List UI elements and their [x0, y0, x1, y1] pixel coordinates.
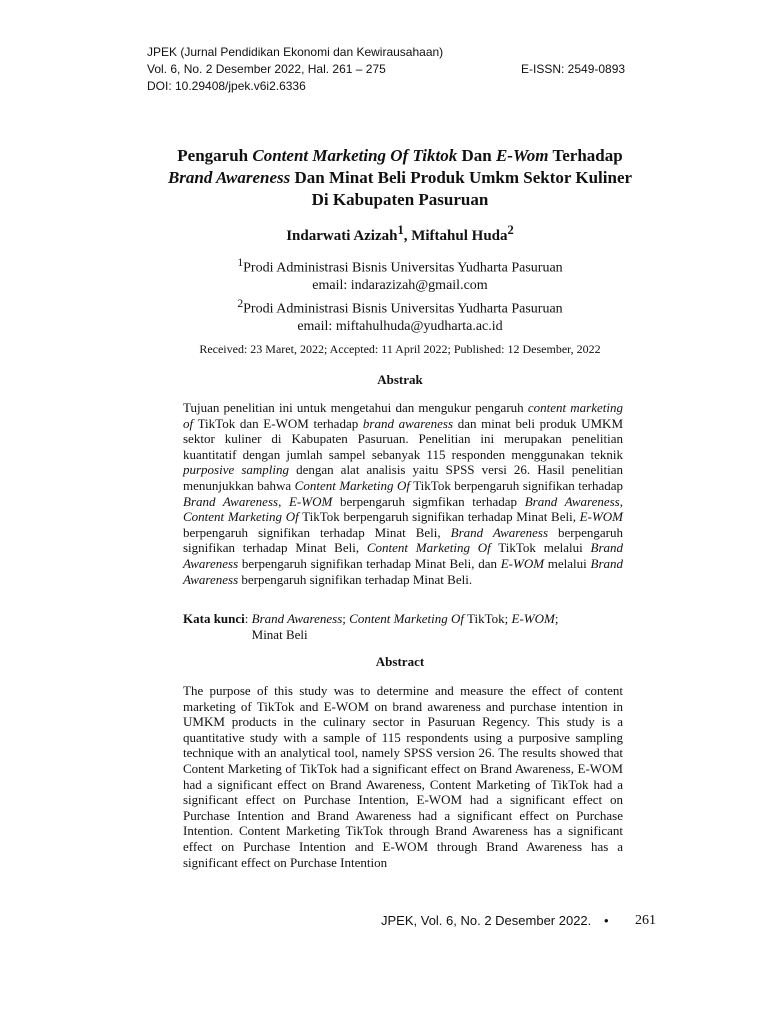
- author-name: Indarwati Azizah: [286, 228, 398, 244]
- abstrak-span: ,: [278, 493, 289, 509]
- journal-name: JPEK (Jurnal Pendidikan Ekonomi dan Kewirausahaan): [147, 45, 444, 59]
- abstrak-span: TikTok melalui: [490, 540, 591, 556]
- title-part: Dan Minat Beli Produk Umkm Sektor Kuliner: [290, 168, 633, 187]
- abstrak-span: content marketing of: [183, 400, 623, 431]
- keyword: Content Marketing Of: [349, 611, 464, 626]
- abstrak-span: Brand Awareness: [183, 493, 279, 509]
- affil-text: Prodi Administrasi Bisnis Universitas Yudharta Pasuruan: [243, 260, 563, 276]
- volume-line: [147, 61, 627, 78]
- keywords-row: [183, 611, 623, 643]
- affil-text: Prodi Administrasi Bisnis Universitas Yudharta Pasuruan: [243, 301, 563, 317]
- issn: E-ISSN: 2549-0893: [521, 62, 626, 76]
- abstrak-span: E-WOM: [500, 555, 545, 571]
- title-part: E-Wom: [495, 146, 549, 165]
- author-affil-mark: 1: [397, 223, 404, 237]
- abstrak-span: berpengaruh signifikan terhadap Minat Beli,: [183, 524, 623, 556]
- abstrak-span: Brand Awareness: [524, 493, 620, 509]
- author-name: Miftahul Huda: [411, 228, 508, 244]
- affiliation-1: [100, 254, 700, 277]
- abstrak-span: TikTok dan E-WOM terhadap: [193, 415, 363, 431]
- keywords-label: Kata kunci: [183, 611, 245, 626]
- abstrak-span: Brand Awareness: [183, 555, 623, 587]
- abstrak-span: berpengaruh signifikan terhadap Minat Beli.: [238, 571, 473, 587]
- affiliations: [100, 254, 700, 335]
- keyword: Minat Beli: [251, 627, 308, 642]
- title-part: Brand Awareness: [167, 168, 291, 187]
- abstrak-span: purposive sampling: [183, 462, 290, 478]
- abstrak-span: Content Marketing Of: [366, 540, 491, 556]
- abstrak-span: Brand Awareness: [450, 524, 549, 540]
- footer-bullet: •: [604, 913, 609, 928]
- footer-citation: JPEK, Vol. 6, No. 2 Desember 2022.: [381, 913, 592, 928]
- volume-info: Vol. 6, No. 2 Desember 2022, Hal. 261 – 275: [147, 62, 386, 76]
- keyword: Brand Awareness: [251, 611, 343, 626]
- title-part: Di Kabupaten Pasuruan: [311, 190, 489, 209]
- affil-mark: 1: [237, 256, 244, 269]
- author-separator: ,: [403, 228, 412, 244]
- abstrak-span: dan minat beli produk UMKM sektor kuliner di Kabupaten Pasuruan. Penelitian ini merupakan penelitian kuantitatif dengan jumlah sampel sebanyak 115 responden menggunakan teknik: [183, 415, 624, 462]
- keyword: TikTok;: [464, 611, 512, 626]
- abstrak-span: berpengaruh sigmfikan terhadap: [332, 493, 525, 509]
- keyword: E-WOM: [511, 611, 555, 626]
- abstrak-span: Content Marketing Of: [294, 477, 410, 493]
- abstrak-span: E-WOM: [579, 509, 623, 525]
- abstrak-heading: Abstrak: [377, 372, 423, 387]
- abstrak-span: TikTok berpengaruh signifikan terhadap Minat Beli,: [298, 509, 580, 525]
- abstrak-body: [183, 400, 623, 587]
- abstrak-span: E-WOM: [288, 493, 333, 509]
- author-affil-mark: 2: [507, 223, 514, 237]
- authors: [100, 220, 700, 246]
- affil-mark: 2: [237, 296, 244, 310]
- affiliation-2: [100, 295, 700, 318]
- title-part: Dan: [457, 146, 496, 165]
- keyword-sep: ;: [342, 611, 350, 626]
- affiliation-1-email[interactable]: email: indarazizah@gmail.com: [312, 278, 488, 294]
- keywords-values: [252, 611, 623, 643]
- abstrak-span: melalui: [544, 555, 591, 571]
- abstrak-span: Content Marketing Of: [183, 509, 299, 525]
- title-part: Pengaruh: [177, 146, 253, 165]
- abstract-heading: Abstract: [375, 654, 425, 669]
- publication-dates: Received: 23 Maret, 2022; Accepted: 11 April 2022; Published: 12 Desember, 2022: [199, 342, 601, 356]
- abstrak-span: Tujuan penelitian ini untuk mengetahui dan mengukur pengaruh: [183, 400, 528, 415]
- abstrak-span: brand awareness: [362, 415, 454, 431]
- abstrak-span: TikTok berpengaruh signifikan terhadap: [409, 477, 623, 493]
- abstrak-span: berpengaruh signifikan terhadap Minat Beli,: [183, 524, 451, 540]
- abstract-body: The purpose of this study was to determine and measure the effect of content marketing of TikTok and E-WOM on brand awareness and purchase intention in UMKM products in the culinary sector in Pasuruan Regency. This study is a quantitative study with a sample of 115 respondents using a purposive sampling technique with an analytical tool, namely SPSS version 26. The results showed that Content Marketing of TikTok had a significant effect on Brand Awareness, E-WOM had a significant effect on Brand Awareness, Content Marketing of TikTok had a significant effect on Purchase Intention, E-WOM had a significant effect on Purchase Intention and Brand Awareness had a significant effect on Purchase Intention. Content Marketing TikTok through Brand Awareness has a significant effect on Purchase Intention and E-WOM through Brand Awareness has a significant effect on Purchase Intention: [183, 683, 623, 870]
- abstrak-span: ,: [619, 493, 623, 509]
- page-number: 261: [635, 913, 656, 928]
- doi[interactable]: DOI: 10.29408/jpek.v6i2.6336: [147, 79, 306, 93]
- abstrak-span: berpengaruh signifikan terhadap Minat Beli, dan: [238, 555, 501, 571]
- keywords: [183, 611, 623, 643]
- abstrak-span: dengan alat analisis yaitu SPSS versi 26. Hasil penelitian menunjukkan bahwa: [183, 462, 623, 493]
- abstrak-span: Brand Awareness: [183, 540, 623, 571]
- affiliation-2-email[interactable]: email: miftahulhuda@yudharta.ac.id: [297, 318, 503, 334]
- paper-title: [100, 145, 700, 211]
- keywords-colon: :: [244, 611, 252, 626]
- page-footer: [381, 912, 656, 930]
- title-part: Terhadap: [548, 146, 623, 165]
- title-part: Content Marketing Of Tiktok: [252, 146, 458, 165]
- keyword-sep: ;: [554, 611, 559, 626]
